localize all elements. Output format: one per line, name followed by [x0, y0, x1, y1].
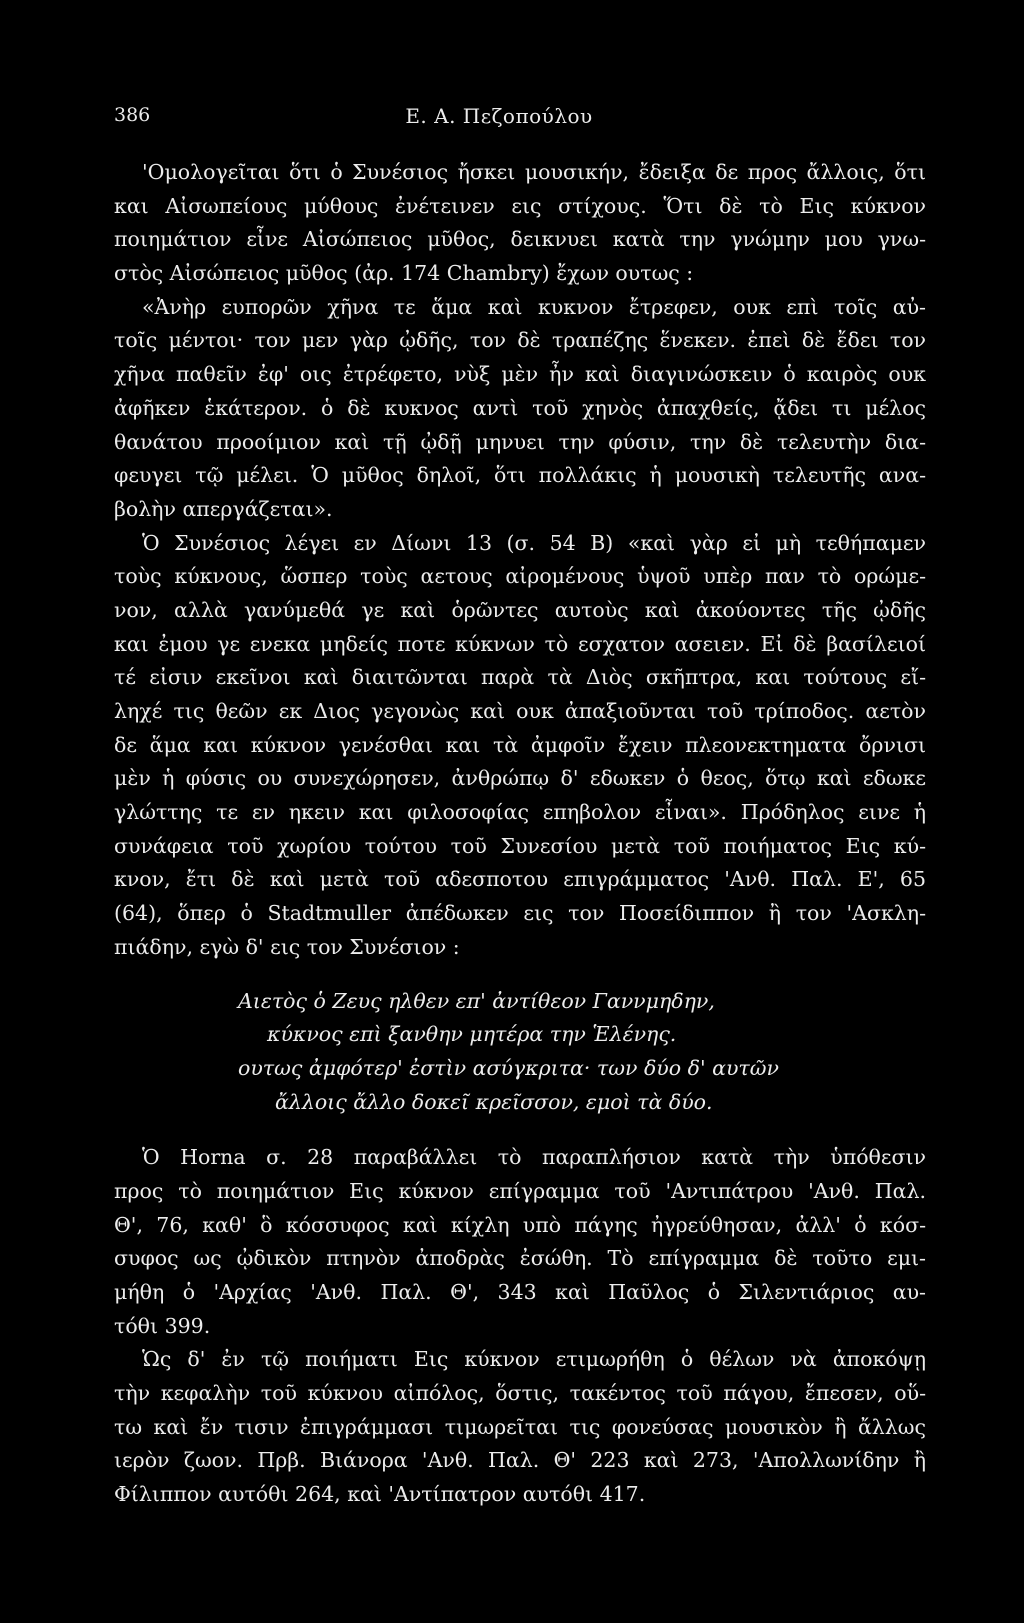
text-line: τόθι 399.: [114, 1313, 211, 1338]
text-line: κνον, ἔτι δὲ καὶ μετὰ τοῦ αδεσποτου επιγράμματος 'Ανθ. Παλ. Ε', 65: [114, 867, 926, 892]
text-line: δε ἅμα και κύκνον γενέσθαι και τὰ ἀμφοῖν ἔχειν πλεονεκτηματα ὄρνισι: [114, 732, 926, 757]
running-title: Ε. Α. Πεζοπούλου: [405, 104, 593, 128]
text-line: θανάτου προοίμιον καὶ τῇ ᾠδῇ μηνυει την φύσιν, την δὲ τελευτὴν δια-: [114, 429, 926, 454]
text-line: (64), ὅπερ ὁ Stadtmuller ἀπέδωκεν εις τον Ποσείδιππον ἢ τον 'Ασκλη-: [114, 901, 926, 926]
text-line: ιερὸν ζωον. Πρβ. Βιάνορα 'Ανθ. Παλ. Θ' 223 καὶ 273, 'Απολλωνίδην ἢ: [114, 1448, 926, 1473]
text-line: μὲν ἡ φύσις ου συνεχώρησεν, ἀνθρώπῳ δ' εδωκεν ὁ θεος, ὅτῳ καὶ εδωκε: [114, 766, 926, 791]
text-line: και Αἰσωπείους μύθους ἐνέτεινεν εις στίχους. Ὅτι δὲ τὸ Εις κύκνον: [114, 193, 926, 218]
text-line: συνάφεια τοῦ χωρίου τούτου τοῦ Συνεσίου μετὰ τοῦ ποιήματος Εις κύ-: [114, 833, 926, 858]
paragraph-4: [114, 1343, 926, 1511]
paragraph-3: [114, 1141, 926, 1343]
text-line: ποιημάτιον εἶνε Αἰσώπειος μῦθος, δεικνυει κατὰ την γνώμην μου γνω-: [114, 227, 926, 252]
text-line: ληχέ τις θεῶν εκ Διος γεγονὼς καὶ ουκ ἀπαξιοῦνται τοῦ τρίποδος. αετὸν: [114, 699, 926, 723]
text-line: συφος ως ᾠδικὸν πτηνὸν ἀποδρὰς ἐσώθη. Τὸ επίγραμμα δὲ τοῦτο εμι-: [114, 1246, 926, 1271]
text-line: μήθη ὁ 'Αρχίας 'Ανθ. Παλ. Θ', 343 καὶ Παῦλος ὁ Σιλεντιάριος αυ-: [114, 1280, 926, 1304]
text-line: πιάδην, εγὼ δ' εις τον Συνέσιον :: [114, 934, 460, 959]
text-line: νον, αλλὰ γανύμεθά γε καὶ ὁρῶντες αυτοὺς καὶ ἀκούοντες τῆς ᾠδῆς: [114, 597, 926, 622]
poem-line: ἄλλοις ἄλλο δοκεῖ κρεῖσσον, εμοὶ τὰ δύο.: [275, 1089, 713, 1114]
text-line: και ἐμου γε ενεκα μηδείς ποτε κύκνων τὸ εσχατον ασειεν. Εἰ δὲ βασίλειοί: [114, 631, 926, 656]
text-line: τω καὶ ἔν τισιν ἐπιγράμμασι τιμωρεῖται τις φονεύσας μουσικὸν ἢ ἄλλως: [114, 1414, 926, 1439]
poem-line: Αιετὸς ὁ Ζευς ηλθεν επ' ἀντίθεον Γαννμηδην,: [238, 988, 715, 1013]
text-line: χῆνα παθεῖν ἐφ' οις ἐτρέφετο, νὺξ μὲν ἦν καὶ διαγινώσκειν ὁ καιρὸς ουκ: [114, 362, 926, 387]
text-line: τοὺς κύκνους, ὥσπερ τοὺς αετους αἰρομένους ὑψοῦ υπὲρ παν τὸ ορώμε-: [114, 564, 926, 589]
paragraph-1: [114, 156, 926, 527]
text-line: Φίλιππον αυτόθι 264, καὶ 'Αντίπατρον αυτόθι 417.: [114, 1482, 646, 1507]
text-line: ἀφῆκεν ἑκάτερον. ὁ δὲ κυκνος αντὶ τοῦ χηνὸς ἀπαχθείς, ᾄδει τι μέλος: [114, 395, 926, 420]
text-line: Ὡς δ' ἐν τῷ ποιήματι Εις κύκνον ετιμωρήθη ὁ θέλων νὰ ἀποκόψῃ: [142, 1347, 926, 1372]
poem-line: κύκνος επὶ ξανθην μητέρα την Ἑλένης.: [267, 1022, 677, 1047]
text-line: Ὁ Συνέσιος λέγει εν Δίωνι 13 (σ. 54 Β) «καὶ γὰρ εἰ μὴ τεθήπαμεν: [142, 530, 926, 555]
text-line: βολὴν απεργάζεται».: [114, 496, 333, 521]
text-line: τέ εἰσιν εκεῖνοι καὶ διαιτῶνται παρὰ τὰ Διὸς σκῆπτρα, και τούτους εἴ-: [114, 665, 926, 690]
text-line: φευγει τῷ μέλει. Ὁ μῦθος δηλοῖ, ὅτι πολλάκις ἡ μουσικὴ τελευτῆς ανα-: [114, 463, 926, 488]
page-body: [114, 156, 926, 1512]
text-line: τοῖς μέντοι· τον μεν γὰρ ᾠδῆς, τον δὲ τραπέζης ἕνεκεν. ἐπεὶ δὲ ἔδει τον: [114, 328, 926, 353]
text-line: Θ', 76, καθ' ὃ κόσσυφος καὶ κίχλη υπὸ πάγης ἠγρεύθησαν, ἀλλ' ὁ κόσ-: [114, 1212, 926, 1237]
text-line: γλώττης τε εν ηκειν και φιλοσοφίας επηβολον εἶναι». Πρόδηλος εινε ἡ: [114, 800, 926, 825]
page-header: [114, 104, 884, 134]
text-line: «Ἀνὴρ ευπορῶν χῆνα τε ἅμα καὶ κυκνον ἔτρεφεν, ουκ επὶ τοῖς αὐ-: [142, 294, 926, 319]
text-line: προς τὸ ποιημάτιον Εις κύκνον επίγραμμα τοῦ 'Αντιπάτρου 'Ανθ. Παλ.: [114, 1178, 926, 1203]
poem-line: ουτως ἀμφότερ' ἐστὶν ασύγκριτα· των δύο δ' αυτῶν: [238, 1055, 779, 1080]
paragraph-2: [114, 527, 926, 965]
text-line: 'Ομολογεῖται ὅτι ὁ Συνέσιος ἤσκει μουσικήν, ἔδειξα δε προς ἄλλοις, ὅτι: [142, 160, 926, 184]
page-number: 386: [114, 104, 151, 126]
text-line: στὸς Αἰσώπειος μῦθος (ἀρ. 174 Chambry) ἔχων ουτως :: [114, 261, 694, 286]
text-line: τὴν κεφαλὴν τοῦ κύκνου αἰπόλος, ὅστις, τακέντος τοῦ πάγου, ἔπεσεν, οὕ-: [114, 1381, 926, 1406]
epigram-poem: [114, 985, 926, 1120]
text-line: Ὁ Horna σ. 28 παραβάλλει τὸ παραπλήσιον κατὰ τὴν ὑπόθεσιν: [142, 1145, 926, 1170]
